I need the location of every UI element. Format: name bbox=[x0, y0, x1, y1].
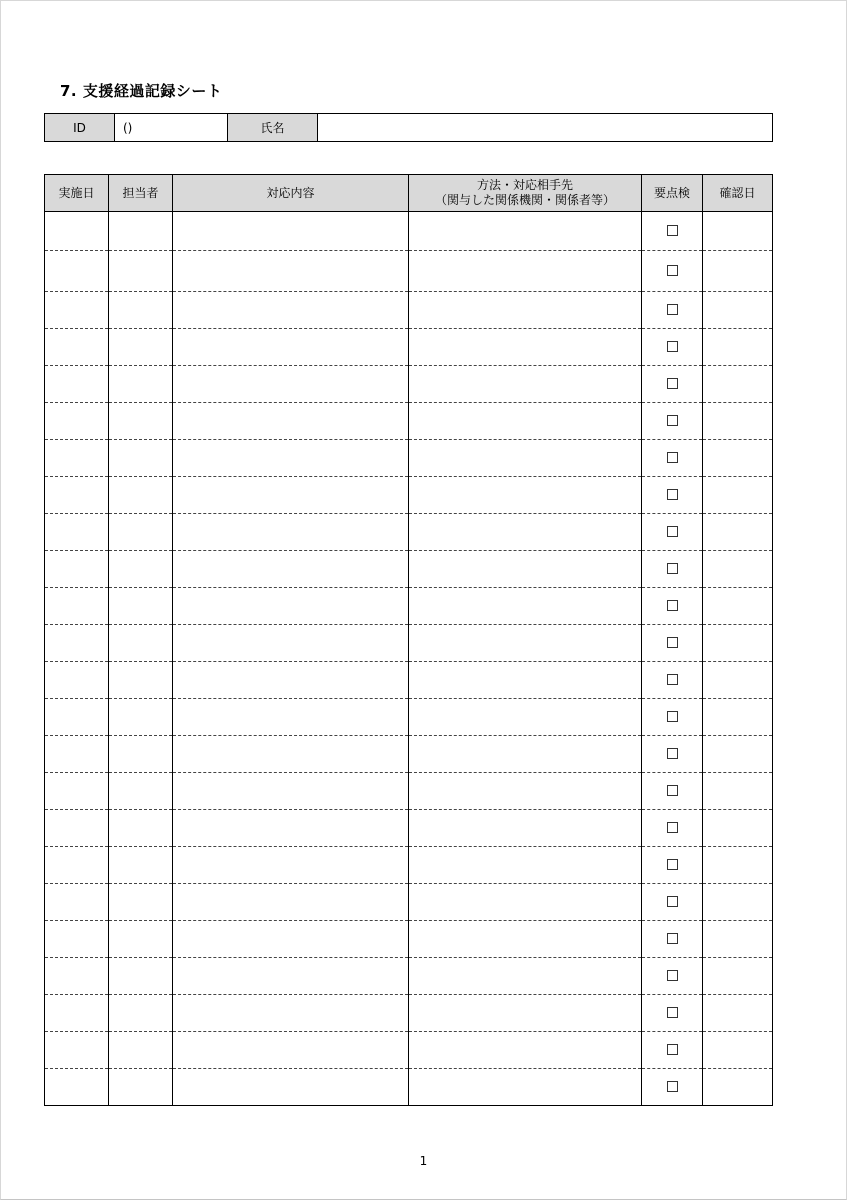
check-cell[interactable] bbox=[642, 736, 703, 773]
staff-cell[interactable] bbox=[109, 1032, 173, 1069]
content-cell[interactable] bbox=[173, 1069, 409, 1106]
table-row bbox=[45, 551, 773, 588]
table-row bbox=[45, 514, 773, 551]
content-cell[interactable] bbox=[173, 958, 409, 995]
confirm-cell[interactable] bbox=[703, 847, 773, 884]
date-cell[interactable] bbox=[45, 588, 109, 625]
content-cell[interactable] bbox=[173, 884, 409, 921]
confirm-cell[interactable] bbox=[703, 292, 773, 329]
date-cell[interactable] bbox=[45, 884, 109, 921]
check-cell[interactable] bbox=[642, 1032, 703, 1069]
header-confirm: 確認日 bbox=[703, 175, 773, 212]
table-row bbox=[45, 958, 773, 995]
staff-cell[interactable] bbox=[109, 995, 173, 1032]
page-number: 1 bbox=[419, 1154, 428, 1168]
staff-cell[interactable] bbox=[109, 1069, 173, 1106]
method-cell[interactable] bbox=[409, 1069, 642, 1106]
checkbox[interactable] bbox=[667, 378, 678, 389]
method-cell[interactable] bbox=[409, 847, 642, 884]
check-cell[interactable] bbox=[642, 773, 703, 810]
checkbox[interactable] bbox=[667, 1081, 678, 1092]
confirm-cell[interactable] bbox=[703, 329, 773, 366]
date-cell[interactable] bbox=[45, 292, 109, 329]
date-cell[interactable] bbox=[45, 1069, 109, 1106]
method-cell[interactable] bbox=[409, 699, 642, 736]
name-label: 氏名 bbox=[228, 114, 318, 142]
table-row bbox=[45, 699, 773, 736]
record-table bbox=[44, 174, 773, 1106]
content-cell[interactable] bbox=[173, 662, 409, 699]
checkbox[interactable] bbox=[667, 489, 678, 500]
date-cell[interactable] bbox=[45, 625, 109, 662]
table-row bbox=[45, 995, 773, 1032]
content-cell[interactable] bbox=[173, 403, 409, 440]
content-cell[interactable] bbox=[173, 514, 409, 551]
staff-cell[interactable] bbox=[109, 551, 173, 588]
method-cell[interactable] bbox=[409, 995, 642, 1032]
content-cell[interactable] bbox=[173, 329, 409, 366]
date-cell[interactable] bbox=[45, 551, 109, 588]
table-row bbox=[45, 921, 773, 958]
checkbox[interactable] bbox=[667, 785, 678, 796]
method-cell[interactable] bbox=[409, 251, 642, 292]
checkbox[interactable] bbox=[667, 637, 678, 648]
staff-cell[interactable] bbox=[109, 625, 173, 662]
check-cell[interactable] bbox=[642, 403, 703, 440]
method-cell[interactable] bbox=[409, 1032, 642, 1069]
content-cell[interactable] bbox=[173, 736, 409, 773]
staff-cell[interactable] bbox=[109, 514, 173, 551]
method-cell[interactable] bbox=[409, 810, 642, 847]
id-label: ID bbox=[45, 114, 115, 142]
table-row bbox=[45, 1032, 773, 1069]
checkbox[interactable] bbox=[667, 563, 678, 574]
check-cell[interactable] bbox=[642, 1069, 703, 1106]
table-row bbox=[45, 251, 773, 292]
table-row bbox=[45, 662, 773, 699]
check-cell[interactable] bbox=[642, 514, 703, 551]
header-method-line1: 方法・対応相手先 bbox=[476, 178, 573, 192]
table-row bbox=[45, 1069, 773, 1106]
check-cell[interactable] bbox=[642, 847, 703, 884]
content-cell[interactable] bbox=[173, 440, 409, 477]
check-cell[interactable] bbox=[642, 995, 703, 1032]
staff-cell[interactable] bbox=[109, 477, 173, 514]
staff-cell[interactable] bbox=[109, 403, 173, 440]
checkbox[interactable] bbox=[667, 859, 678, 870]
table-row bbox=[45, 403, 773, 440]
staff-cell[interactable] bbox=[109, 251, 173, 292]
staff-cell[interactable] bbox=[109, 366, 173, 403]
checkbox[interactable] bbox=[667, 304, 678, 315]
confirm-cell[interactable] bbox=[703, 995, 773, 1032]
table-row bbox=[45, 440, 773, 477]
content-cell[interactable] bbox=[173, 251, 409, 292]
date-cell[interactable] bbox=[45, 514, 109, 551]
confirm-cell[interactable] bbox=[703, 366, 773, 403]
confirm-cell[interactable] bbox=[703, 551, 773, 588]
confirm-cell[interactable] bbox=[703, 1032, 773, 1069]
method-cell[interactable] bbox=[409, 773, 642, 810]
checkbox[interactable] bbox=[667, 1007, 678, 1018]
method-cell[interactable] bbox=[409, 329, 642, 366]
table-row bbox=[45, 810, 773, 847]
staff-cell[interactable] bbox=[109, 921, 173, 958]
id-field[interactable]: () bbox=[115, 114, 228, 142]
method-cell[interactable] bbox=[409, 662, 642, 699]
confirm-cell[interactable] bbox=[703, 699, 773, 736]
checkbox[interactable] bbox=[667, 748, 678, 759]
method-cell[interactable] bbox=[409, 212, 642, 251]
date-cell[interactable] bbox=[45, 736, 109, 773]
table-row bbox=[45, 773, 773, 810]
page-title: 7. 支援経過記録シート bbox=[60, 82, 223, 100]
content-cell[interactable] bbox=[173, 292, 409, 329]
date-cell[interactable] bbox=[45, 810, 109, 847]
checkbox[interactable] bbox=[667, 1044, 678, 1055]
confirm-cell[interactable] bbox=[703, 588, 773, 625]
header-row bbox=[45, 175, 773, 212]
confirm-cell[interactable] bbox=[703, 958, 773, 995]
content-cell[interactable] bbox=[173, 625, 409, 662]
confirm-cell[interactable] bbox=[703, 773, 773, 810]
date-cell[interactable] bbox=[45, 995, 109, 1032]
content-cell[interactable] bbox=[173, 995, 409, 1032]
content-cell[interactable] bbox=[173, 212, 409, 251]
method-cell[interactable] bbox=[409, 366, 642, 403]
table-row bbox=[45, 588, 773, 625]
date-cell[interactable] bbox=[45, 847, 109, 884]
content-cell[interactable] bbox=[173, 1032, 409, 1069]
content-cell[interactable] bbox=[173, 847, 409, 884]
header-check: 要点検 bbox=[642, 175, 703, 212]
date-cell[interactable] bbox=[45, 477, 109, 514]
date-cell[interactable] bbox=[45, 662, 109, 699]
header-content: 対応内容 bbox=[173, 175, 409, 212]
table-row bbox=[45, 847, 773, 884]
date-cell[interactable] bbox=[45, 921, 109, 958]
date-cell[interactable] bbox=[45, 403, 109, 440]
confirm-cell[interactable] bbox=[703, 514, 773, 551]
date-cell[interactable] bbox=[45, 329, 109, 366]
table-row bbox=[45, 477, 773, 514]
check-cell[interactable] bbox=[642, 884, 703, 921]
content-cell[interactable] bbox=[173, 773, 409, 810]
method-cell[interactable] bbox=[409, 958, 642, 995]
checkbox[interactable] bbox=[667, 526, 678, 537]
staff-cell[interactable] bbox=[109, 329, 173, 366]
confirm-cell[interactable] bbox=[703, 810, 773, 847]
method-cell[interactable] bbox=[409, 736, 642, 773]
method-cell[interactable] bbox=[409, 403, 642, 440]
staff-cell[interactable] bbox=[109, 884, 173, 921]
method-cell[interactable] bbox=[409, 477, 642, 514]
staff-cell[interactable] bbox=[109, 810, 173, 847]
date-cell[interactable] bbox=[45, 699, 109, 736]
date-cell[interactable] bbox=[45, 440, 109, 477]
table-row bbox=[45, 884, 773, 921]
checkbox[interactable] bbox=[667, 970, 678, 981]
record-rows bbox=[45, 212, 773, 1106]
content-cell[interactable] bbox=[173, 366, 409, 403]
checkbox[interactable] bbox=[667, 265, 678, 276]
check-cell[interactable] bbox=[642, 366, 703, 403]
staff-cell[interactable] bbox=[109, 292, 173, 329]
staff-cell[interactable] bbox=[109, 212, 173, 251]
date-cell[interactable] bbox=[45, 212, 109, 251]
confirm-cell[interactable] bbox=[703, 440, 773, 477]
header-method-line2: （関与した関係機関・関係者等） bbox=[434, 193, 615, 207]
method-cell[interactable] bbox=[409, 292, 642, 329]
staff-cell[interactable] bbox=[109, 662, 173, 699]
staff-cell[interactable] bbox=[109, 847, 173, 884]
content-cell[interactable] bbox=[173, 921, 409, 958]
checkbox[interactable] bbox=[667, 415, 678, 426]
confirm-cell[interactable] bbox=[703, 662, 773, 699]
table-row bbox=[45, 212, 773, 251]
check-cell[interactable] bbox=[642, 440, 703, 477]
table-row bbox=[45, 329, 773, 366]
checkbox[interactable] bbox=[667, 225, 678, 236]
check-cell[interactable] bbox=[642, 662, 703, 699]
method-cell[interactable] bbox=[409, 514, 642, 551]
check-cell[interactable] bbox=[642, 699, 703, 736]
table-row bbox=[45, 292, 773, 329]
checkbox[interactable] bbox=[667, 600, 678, 611]
confirm-cell[interactable] bbox=[703, 884, 773, 921]
checkbox[interactable] bbox=[667, 822, 678, 833]
check-cell[interactable] bbox=[642, 212, 703, 251]
confirm-cell[interactable] bbox=[703, 1069, 773, 1106]
check-cell[interactable] bbox=[642, 958, 703, 995]
name-field[interactable] bbox=[318, 114, 773, 142]
check-cell[interactable] bbox=[642, 921, 703, 958]
confirm-cell[interactable] bbox=[703, 403, 773, 440]
check-cell[interactable] bbox=[642, 251, 703, 292]
method-cell[interactable] bbox=[409, 625, 642, 662]
date-cell[interactable] bbox=[45, 1032, 109, 1069]
content-cell[interactable] bbox=[173, 477, 409, 514]
confirm-cell[interactable] bbox=[703, 921, 773, 958]
table-row bbox=[45, 625, 773, 662]
staff-cell[interactable] bbox=[109, 773, 173, 810]
method-cell[interactable] bbox=[409, 551, 642, 588]
check-cell[interactable] bbox=[642, 588, 703, 625]
confirm-cell[interactable] bbox=[703, 477, 773, 514]
staff-cell[interactable] bbox=[109, 736, 173, 773]
date-cell[interactable] bbox=[45, 773, 109, 810]
date-cell[interactable] bbox=[45, 251, 109, 292]
check-cell[interactable] bbox=[642, 551, 703, 588]
confirm-cell[interactable] bbox=[703, 212, 773, 251]
table-row bbox=[45, 736, 773, 773]
confirm-cell[interactable] bbox=[703, 736, 773, 773]
staff-cell[interactable] bbox=[109, 440, 173, 477]
check-cell[interactable] bbox=[642, 292, 703, 329]
id-table bbox=[44, 113, 773, 142]
confirm-cell[interactable] bbox=[703, 251, 773, 292]
table-row bbox=[45, 366, 773, 403]
check-cell[interactable] bbox=[642, 810, 703, 847]
staff-cell[interactable] bbox=[109, 699, 173, 736]
header-staff: 担当者 bbox=[109, 175, 173, 212]
checkbox[interactable] bbox=[667, 341, 678, 352]
content-cell[interactable] bbox=[173, 810, 409, 847]
checkbox[interactable] bbox=[667, 896, 678, 907]
content-cell[interactable] bbox=[173, 699, 409, 736]
checkbox[interactable] bbox=[667, 452, 678, 463]
checkbox[interactable] bbox=[667, 933, 678, 944]
confirm-cell[interactable] bbox=[703, 625, 773, 662]
header-date: 実施日 bbox=[45, 175, 109, 212]
method-cell[interactable] bbox=[409, 921, 642, 958]
check-cell[interactable] bbox=[642, 329, 703, 366]
checkbox[interactable] bbox=[667, 674, 678, 685]
check-cell[interactable] bbox=[642, 625, 703, 662]
content-cell[interactable] bbox=[173, 551, 409, 588]
header-method bbox=[409, 175, 642, 212]
date-cell[interactable] bbox=[45, 366, 109, 403]
method-cell[interactable] bbox=[409, 440, 642, 477]
method-cell[interactable] bbox=[409, 884, 642, 921]
check-cell[interactable] bbox=[642, 477, 703, 514]
date-cell[interactable] bbox=[45, 958, 109, 995]
staff-cell[interactable] bbox=[109, 588, 173, 625]
content-cell[interactable] bbox=[173, 588, 409, 625]
method-cell[interactable] bbox=[409, 588, 642, 625]
checkbox[interactable] bbox=[667, 711, 678, 722]
staff-cell[interactable] bbox=[109, 958, 173, 995]
